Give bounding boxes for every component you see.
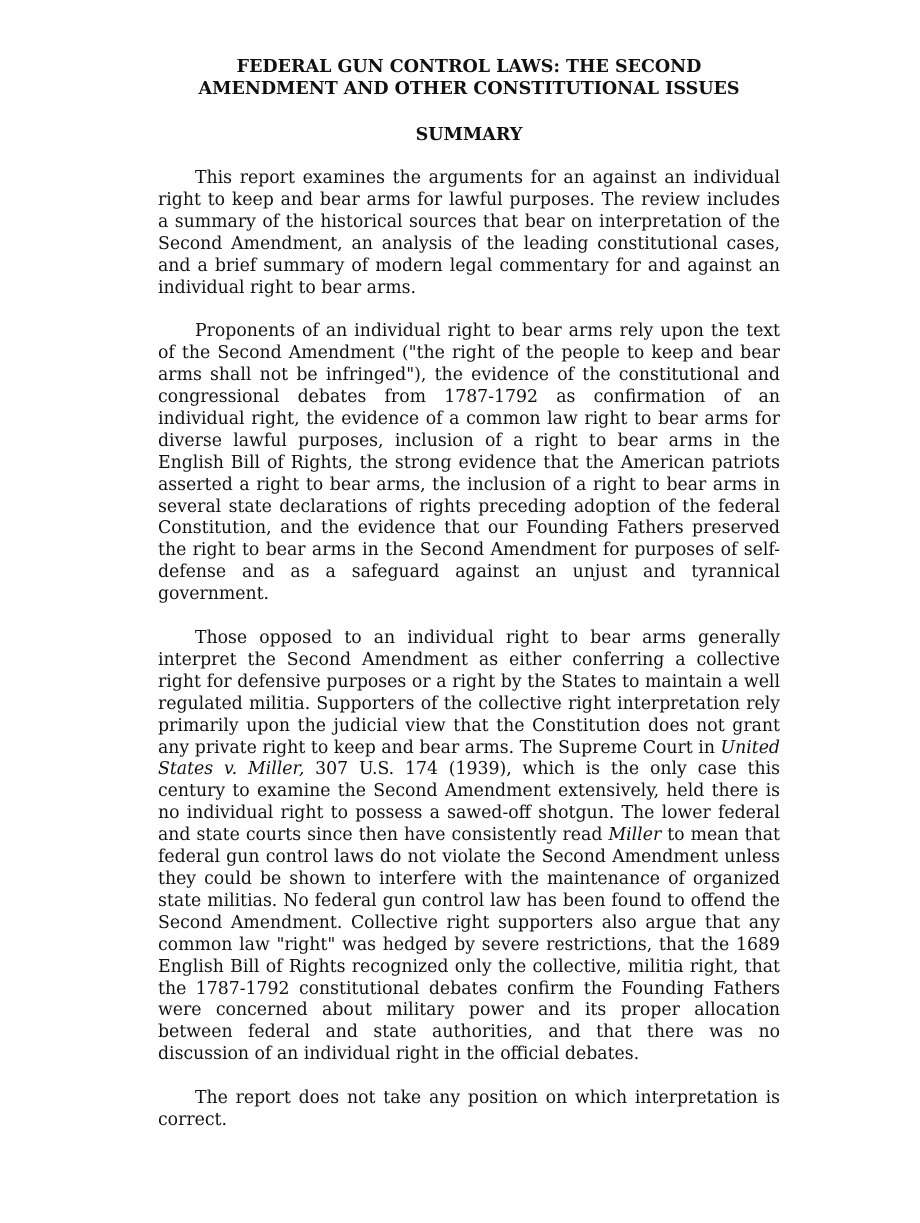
paragraph-1: This report examines the arguments for an against an individual right to keep and bear arms for lawful purposes. The review includes a summary of the historical sources that bear on interpretation of the Second Amendment, an analysis of the leading constitutional cases, and a brief summary of modern legal commentary for and against an individual right to bear arms. bbox=[158, 168, 780, 298]
paragraph-2: Proponents of an individual right to bear arms rely upon the text of the Second Amendment ("the right of the people to keep and bear arms shall not be infringed"), the evidence of the constitutional and congressional debates from 1787-1792 as confirmation of an individual right, the evidence of a common law right to bear arms for diverse lawful purposes, inclusion of a right to bear arms in the English Bill of Rights, the strong evidence that the American patriots asserted a right to bear arms, the inclusion of a right to bear arms in several state declarations of rights preceding adoption of the federal Constitution, and the evidence that our Founding Fathers preserved the right to bear arms in the Second Amendment for purposes of self-defense and as a safeguard against an unjust and tyrannical government. bbox=[158, 321, 780, 605]
case-name-miller: Miller bbox=[608, 825, 662, 846]
paragraph-4: The report does not take any position on which interpretation is correct. bbox=[158, 1088, 780, 1130]
paragraph-3-text-b: 307 U.S. 174 (1939), which is the only case this century to examine the Second Amendment extensively, held there is no individual right to possess a sawed-off shotgun. The lower federal and state courts since then have consistently read bbox=[158, 759, 780, 846]
title-line-1: FEDERAL GUN CONTROL LAWS: THE SECOND bbox=[236, 57, 702, 77]
paragraph-3 bbox=[158, 628, 780, 1066]
document-title bbox=[158, 56, 780, 100]
title-line-2: AMENDMENT AND OTHER CONSTITUTIONAL ISSUES bbox=[198, 79, 740, 99]
case-citation-united-states-v-miller: United States v. Miller, bbox=[158, 737, 780, 780]
paragraph-3-text-c: to mean that federal gun control laws do not violate the Second Amendment unless they could be shown to interfere with the maintenance of organized state militias. No federal gun control law has been found to offend the Second Amendment. Collective right supporters also argue that any common law "right" was hedged by severe restrictions, that the 1689 English Bill of Rights recognized only the collective, militia right, that the 1787-1792 constitutional debates confirm the Founding Fathers were concerned about military power and its proper allocation between federal and state authorities, and that there was no discussion of an individual right in the official debates. bbox=[158, 825, 780, 1065]
document-page bbox=[158, 56, 780, 1154]
summary-heading: SUMMARY bbox=[415, 125, 523, 145]
paragraph-3-text-a: Those opposed to an individual right to bear arms generally interpret the Second Amendment as either conferring a collective right for defensive purposes or a right by the States to maintain a well regulated militia. Supporters of the collective right interpretation rely primarily upon the judicial view that the Constitution does not grant any private right to keep and bear arms. The Supreme Court in bbox=[158, 628, 780, 758]
